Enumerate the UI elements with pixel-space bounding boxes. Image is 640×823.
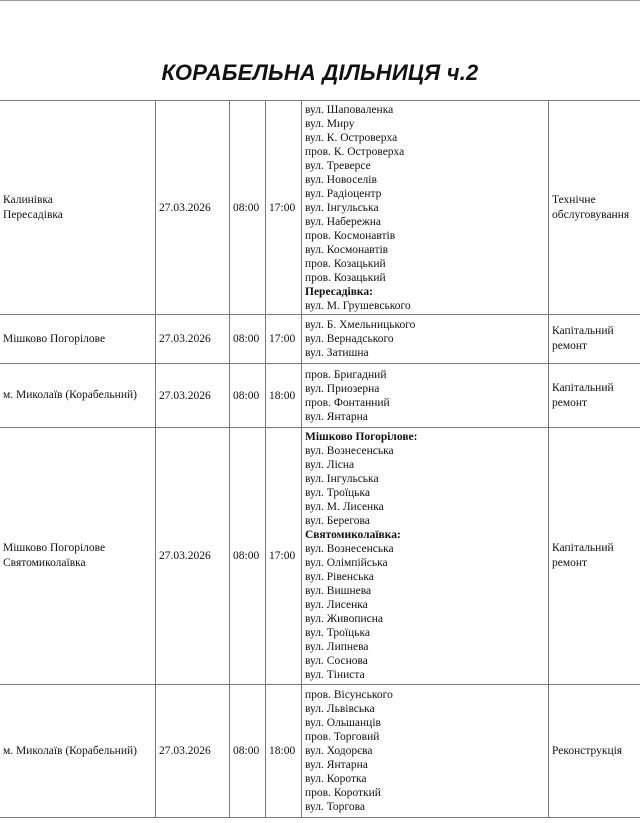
end-time-cell: 17:00	[266, 101, 302, 315]
location-cell	[0, 101, 156, 315]
location-cell	[0, 315, 156, 364]
street-item: вул. Троїцька	[305, 487, 370, 499]
street-item: вул. Вернадського	[305, 333, 394, 345]
street-item: вул. Торгова	[305, 801, 365, 813]
end-time-cell: 18:00	[266, 364, 302, 428]
date-cell: 27.03.2026	[156, 315, 230, 364]
street-item: вул. Тіниста	[305, 669, 365, 681]
location-line: м. Миколаїв (Корабельний)	[3, 389, 137, 401]
start-time-cell: 08:00	[230, 101, 266, 315]
end-time-cell: 18:00	[266, 685, 302, 818]
reason-line: Капітальний	[552, 542, 614, 554]
reason-cell	[549, 315, 640, 364]
streets-cell	[302, 685, 549, 818]
street-item: вул. Рівенська	[305, 571, 374, 583]
street-item: вул. Б. Хмельницького	[305, 319, 416, 331]
street-item: вул. Львівська	[305, 703, 375, 715]
street-item: вул. Коротка	[305, 773, 367, 785]
street-item: вул. Новоселів	[305, 173, 377, 186]
street-item: пров. Козацький	[305, 257, 386, 270]
street-item: пров. Бригадний	[305, 368, 387, 381]
street-item: вул. Троїцька	[305, 627, 370, 639]
start-time-cell: 08:00	[230, 315, 266, 364]
street-item: пров. Короткий	[305, 787, 381, 799]
reason-line: ремонт	[552, 340, 588, 352]
end-time-cell: 17:00	[266, 315, 302, 364]
reason-cell	[549, 428, 640, 685]
street-item: вул. М. Грушевського	[305, 299, 411, 312]
street-item: вул. Інгульська	[305, 473, 379, 485]
reason-line: Капітальний	[552, 381, 614, 394]
date-cell: 27.03.2026	[156, 685, 230, 818]
street-item: вул. Живописна	[305, 613, 384, 625]
street-item: вул. Інгульська	[305, 201, 379, 214]
street-item: пров. Торговий	[305, 731, 380, 743]
table-row	[0, 364, 640, 428]
reason-cell	[549, 364, 640, 428]
table-row	[0, 428, 640, 685]
start-time-cell: 08:00	[230, 685, 266, 818]
end-time-cell: 17:00	[266, 428, 302, 685]
street-item: вул. Берегова	[305, 515, 370, 527]
streets-cell	[302, 428, 549, 685]
table-row	[0, 101, 640, 315]
location-line: Пересадівка	[3, 208, 63, 221]
reason-line: ремонт	[552, 396, 588, 409]
reason-line: Капітальний	[552, 325, 614, 337]
reason-line: ремонт	[552, 557, 588, 569]
street-item: вул. Янтарна	[305, 410, 368, 423]
street-item: вул. Треверсе	[305, 159, 371, 172]
street-item: вул. Ольшанців	[305, 717, 381, 729]
street-item: вул. Затишна	[305, 347, 369, 359]
street-item: вул. Ходорєва	[305, 745, 373, 757]
reason-line: Технічне	[552, 193, 596, 206]
date-cell: 27.03.2026	[156, 364, 230, 428]
table-row	[0, 685, 640, 818]
settlement-heading: Пересадівка:	[305, 285, 373, 298]
street-item: пров. Фонтанний	[305, 396, 390, 409]
street-item: вул. Вознесенська	[305, 445, 394, 457]
street-item: пров. К. Островерха	[305, 145, 405, 158]
street-item: пров. Космонавтів	[305, 229, 396, 242]
settlement-heading: Мішково Погорілове:	[305, 431, 418, 443]
page-title: КОРАБЕЛЬНА ДІЛЬНИЦЯ ч.2	[161, 60, 479, 85]
location-line: Калинівка	[3, 193, 53, 206]
start-time-cell: 08:00	[230, 364, 266, 428]
streets-cell	[302, 364, 549, 428]
street-item: пров. Козацький	[305, 271, 386, 284]
street-item: вул. К. Островерха	[305, 131, 398, 144]
street-item: вул. Вишнева	[305, 585, 372, 597]
location-cell	[0, 364, 156, 428]
street-item: вул. Миру	[305, 117, 355, 130]
street-item: вул. Радіоцентр	[305, 187, 382, 200]
street-item: вул. М. Лисенка	[305, 501, 384, 513]
street-item: вул. Шаповаленка	[305, 103, 394, 116]
top-rule	[0, 0, 640, 1]
location-line: Мішково Погорілове	[3, 542, 106, 554]
streets-cell	[302, 315, 549, 364]
street-item: вул. Янтарна	[305, 759, 368, 771]
reason-cell	[549, 101, 640, 315]
street-item: вул. Космонавтів	[305, 243, 389, 256]
street-item: вул. Соснова	[305, 655, 368, 667]
location-line: м. Миколаїв (Корабельний)	[3, 744, 137, 757]
location-cell	[0, 428, 156, 685]
street-item: вул. Олімпійська	[305, 557, 388, 569]
street-item: пров. Вісунського	[305, 689, 393, 701]
settlement-heading: Святомиколаївка:	[305, 529, 401, 541]
street-item: вул. Лисенка	[305, 599, 368, 611]
street-item: вул. Липнева	[305, 641, 369, 653]
street-item: вул. Набережна	[305, 215, 382, 228]
street-item: вул. Лісна	[305, 459, 355, 471]
streets-cell	[302, 101, 549, 315]
date-cell: 27.03.2026	[156, 428, 230, 685]
location-line: Мішково Погорілове	[3, 332, 106, 345]
start-time-cell: 08:00	[230, 428, 266, 685]
table-row	[0, 315, 640, 364]
location-cell	[0, 685, 156, 818]
reason-line: обслуговування	[552, 208, 630, 221]
location-line: Святомиколаївка	[3, 557, 86, 569]
outage-schedule-table	[0, 100, 640, 818]
date-cell: 27.03.2026	[156, 101, 230, 315]
reason-cell	[549, 685, 640, 818]
street-item: вул. Вознесенська	[305, 543, 394, 555]
reason-line: Реконструкція	[552, 744, 623, 757]
street-item: вул. Приозерна	[305, 382, 380, 395]
